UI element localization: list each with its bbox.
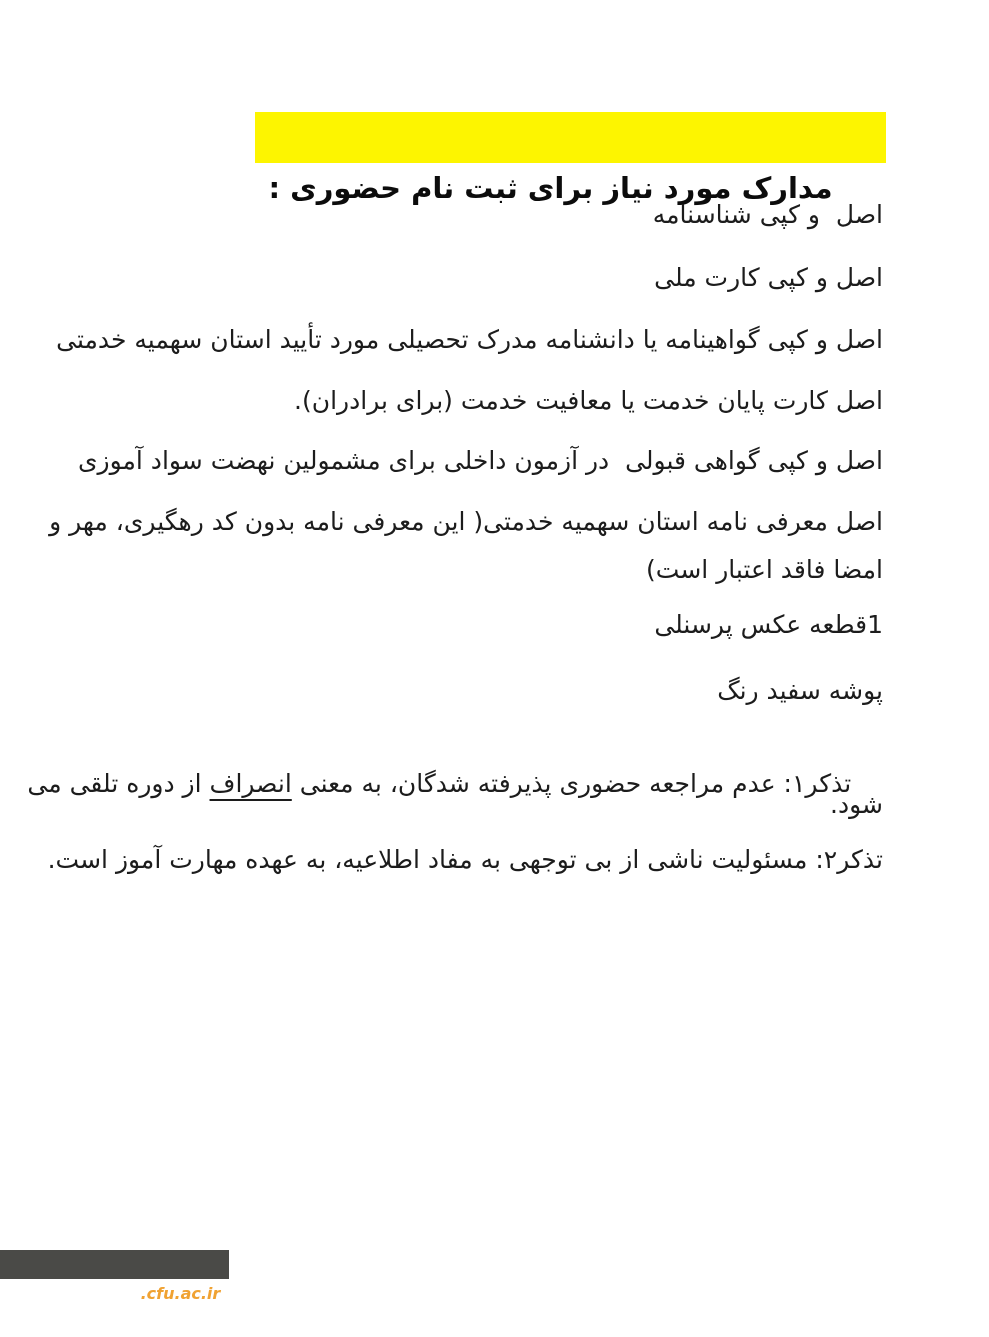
requirement-item-national-card: اصل و کپی کارت ملی: [654, 263, 883, 292]
notice-1-line2: شود.: [830, 790, 883, 819]
requirement-item-education-document: اصل و کپی گواهینامه یا دانشنامه مدرک تحصیلی مورد تأیید استان سهمیه خدمتی: [56, 325, 883, 354]
document-title: مدارک مورد نیاز برای ثبت نام حضوری :: [268, 171, 833, 205]
notice-1-text-before: تذکر۱: عدم مراجعه حضوری پذیرفته شدگان، به معنی: [291, 769, 852, 798]
requirement-item-internal-exam-certificate: اصل و کپی گواهی قبولی در آزمون داخلی برای مشمولین نهضت سواد آموزی: [77, 446, 883, 475]
site-watermark: [0, 1250, 229, 1303]
requirement-item-introduction-letter-line1: اصل معرفی نامه استان سهمیه خدمتی( این معرفی نامه بدون کد رهگیری، مهر و: [49, 507, 883, 536]
requirement-item-birth-certificate: اصل و کپی شناسنامه: [652, 200, 883, 229]
requirement-item-introduction-letter-line2: امضا فاقد اعتبار است): [646, 555, 883, 584]
requirement-item-military-service-card: اصل کارت پایان خدمت یا معافیت خدمت (برای برادران).: [294, 386, 883, 415]
notice-1-text-after: از دوره تلقی می: [27, 769, 210, 798]
site-watermark-name: mazandaran: [29, 1284, 141, 1303]
requirement-item-personal-photo: 1قطعه عکس پرسنلی: [654, 610, 883, 639]
document-title-highlight: [255, 112, 886, 205]
notice-1-line1: [27, 740, 883, 827]
notice-2: تذکر۲: مسئولیت ناشی از بی توجهی به مفاد اطلاعیه، به عهده مهارت آموز است.: [47, 845, 883, 874]
requirement-item-white-folder: پوشه سفید رنگ: [717, 676, 883, 705]
site-watermark-domain: .cfu.ac.ir: [140, 1284, 221, 1303]
notice-1-underlined-word: انصراف: [209, 769, 292, 798]
